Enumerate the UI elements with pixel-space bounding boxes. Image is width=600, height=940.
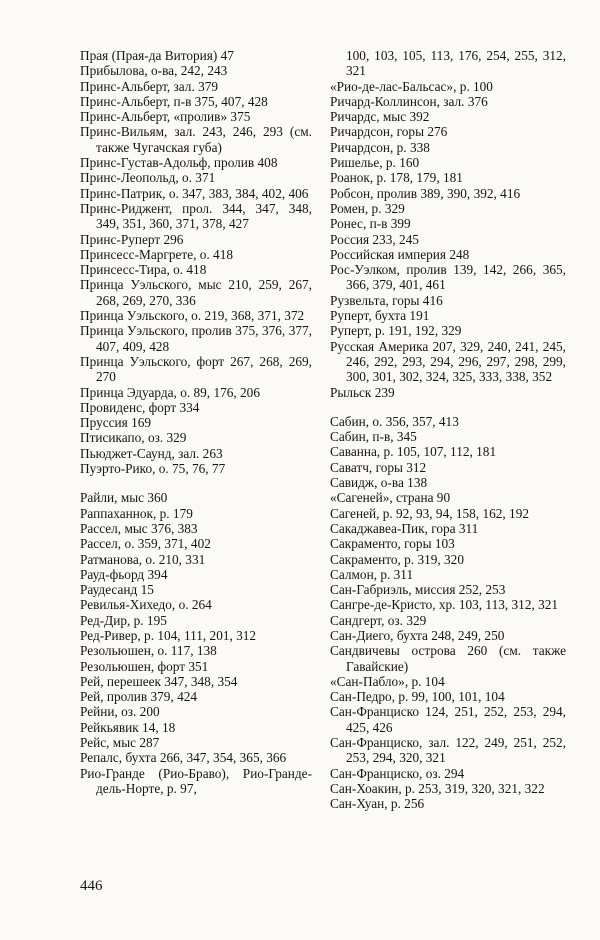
index-entry: Пьюджет-Саунд, зал. 263 [80,445,223,461]
index-entry: Райли, мыс 360 [80,490,168,506]
index-entry: Провиденс, форт 334 [80,399,200,415]
index-entry: Рейкьявик 14, 18 [80,719,176,735]
index-entry: Саванна, р. 105, 107, 112, 181 [330,444,497,460]
index-entry: Ронес, п-в 399 [330,216,411,232]
index-entry: Рио-Гранде (Рио-Браво), Рио-Гранде-дель-Норте, р. 97, [80,765,312,796]
index-entry: Принца Уэльского, мыс 210, 259, 267, 268, 269, 270, 336 [80,277,312,308]
index-entry: Принсесс-Маргрете, о. 418 [80,246,233,262]
index-entry: Ревилья-Хихедо, о. 264 [80,597,212,613]
index-entry: Сан-Диего, бухта 248, 249, 250 [330,627,505,643]
index-entry: Рассел, мыс 376, 383 [80,520,198,536]
index-entry: Принс-Руперт 296 [80,231,184,247]
index-entry: Русская Америка 207, 329, 240, 241, 245, 246, 292, 293, 294, 296, 297, 298, 299, 300, 301, 302, 324, 325, 333, 338, 352 [330,338,566,385]
index-entry: Саватч, горы 312 [330,459,427,475]
index-entry: Птисикапо, оз. 329 [80,430,187,446]
index-entry: Раудесанд 15 [80,582,154,598]
index-entry: Россия 233, 245 [330,231,419,247]
index-entry: Рос-Уэлком, пролив 139, 142, 266, 365, 366, 379, 401, 461 [330,262,566,293]
index-entry: Руперт, бухта 191 [330,308,430,324]
index-entry: Резольюшен, о. 117, 138 [80,643,217,659]
index-entry: Раппаханнок, р. 179 [80,505,193,521]
index-entry: Рассел, о. 359, 371, 402 [80,536,211,552]
index-entry: Рейс, мыс 287 [80,735,160,751]
section-gap [80,476,312,490]
index-entry: 100, 103, 105, 113, 176, 254, 255, 312, 321 [346,48,566,79]
index-entry: Сагеней, р. 92, 93, 94, 158, 162, 192 [330,505,529,521]
index-entry: Сакраменто, горы 103 [330,536,455,552]
index-entry: Сан-Хуан, р. 256 [330,796,425,812]
index-entry: Резольюшен, форт 351 [80,658,209,674]
index-entry: Сандвичевы острова 260 (см. также Гавайские) [330,643,566,674]
index-entry: Сангре-де-Кристо, хр. 103, 113, 312, 321 [330,597,559,613]
index-entry: Российская империя 248 [330,246,470,262]
index-entry: Рей, перешеек 347, 348, 354 [80,673,238,689]
section-gap [330,400,566,414]
index-entry: Принсесс-Тира, о. 418 [80,262,207,278]
index-entry: Ричардсон, р. 338 [330,139,430,155]
index-entry: Принс-Риджент, прол. 344, 347, 348, 349, 351, 360, 371, 378, 427 [80,200,312,232]
index-entry: Савидж, о-ва 138 [330,475,428,491]
index-entry: Рейни, оз. 200 [80,704,160,720]
index-entry: Руперт, р. 191, 192, 329 [330,323,462,339]
index-column-right [330,48,566,812]
index-entry: «Сагеней», страна 90 [330,490,451,506]
index-entry: Прая (Прая-да Витория) 47 [80,48,234,63]
index-entry: Рыльск 239 [330,384,395,400]
index-entry: Ричард-Коллинсон, зал. 376 [330,93,488,109]
index-entry: Сан-Педро, р. 99, 100, 101, 104 [330,689,505,705]
index-entry: Принс-Вильям, зал. 243, 246, 293 (см. также Чугачская губа) [80,124,312,155]
index-entry: Сандгерт, оз. 329 [330,612,427,628]
index-entry: Прибылова, о-ва, 242, 243 [80,63,228,79]
index-entry: Ред-Ривер, р. 104, 111, 201, 312 [80,627,257,643]
index-entry: Сакаджавеа-Пик, гора 311 [330,520,479,536]
index-entry: Ратманова, о. 210, 331 [80,551,206,567]
index-entry: Принс-Альберт, «пролив» 375 [80,109,251,125]
index-entry: Репалс, бухта 266, 347, 354, 365, 366 [80,750,287,766]
index-entry: Салмон, р. 311 [330,566,414,582]
index-entry: Рузвельта, горы 416 [330,292,443,308]
index-entry: Принс-Альберт, п-в 375, 407, 428 [80,93,268,109]
index-entry: Принс-Леопольд, о. 371 [80,170,216,186]
index-entry: Сан-Франциско, зал. 122, 249, 251, 252, 253, 294, 320, 321 [330,735,566,766]
index-entry: Робсон, пролив 389, 390, 392, 416 [330,185,521,201]
index-entry: Принс-Патрик, о. 347, 383, 384, 402, 406 [80,185,309,201]
index-entry: Принца Уэльского, о. 219, 368, 371, 372 [80,308,305,324]
page-number: 446 [80,878,103,894]
index-entry: «Сан-Пабло», р. 104 [330,673,445,689]
index-entry: Пуэрто-Рико, о. 75, 76, 77 [80,461,226,477]
index-entry: Рей, пролив 379, 424 [80,689,198,705]
index-entry: Сабин, п-в, 345 [330,429,417,445]
index-entry: Ричардс, мыс 392 [330,109,430,125]
index-entry: Ришелье, р. 160 [330,155,420,171]
index-entry: Принца Уэльского, форт 267, 268, 269, 270 [80,353,312,385]
index-entry: Сан-Габриэль, миссия 252, 253 [330,582,506,598]
index-entry: Сан-Франциско 124, 251, 252, 253, 294, 425, 426 [330,704,566,735]
index-entry: Принца Уэльского, пролив 375, 376, 377, 407, 409, 428 [80,323,312,354]
index-entry: Принс-Густав-Адольф, пролив 408 [80,155,278,171]
index-entry: Роанок, р. 178, 179, 181 [330,170,463,186]
index-entry: Ред-Дир, р. 195 [80,612,167,628]
index-column-left [80,48,312,796]
index-entry: «Рио-де-лас-Бальсас», р. 100 [330,78,493,94]
index-entry: Ромен, р. 329 [330,200,405,216]
index-entry: Принца Эдуарда, о. 89, 176, 206 [80,384,260,400]
index-entry: Сан-Франциско, оз. 294 [330,765,465,781]
index-entry: Принс-Альберт, зал. 379 [80,78,219,94]
index-entry: Пруссия 169 [80,415,152,431]
index-entry: Сабин, о. 356, 357, 413 [330,413,459,429]
index-entry: Сакраменто, р. 319, 320 [330,551,464,567]
index-entry: Сан-Хоакин, р. 253, 319, 320, 321, 322 [330,780,545,796]
index-entry: Ричардсон, горы 276 [330,124,448,140]
index-entry: Рауд-фьорд 394 [80,566,168,582]
